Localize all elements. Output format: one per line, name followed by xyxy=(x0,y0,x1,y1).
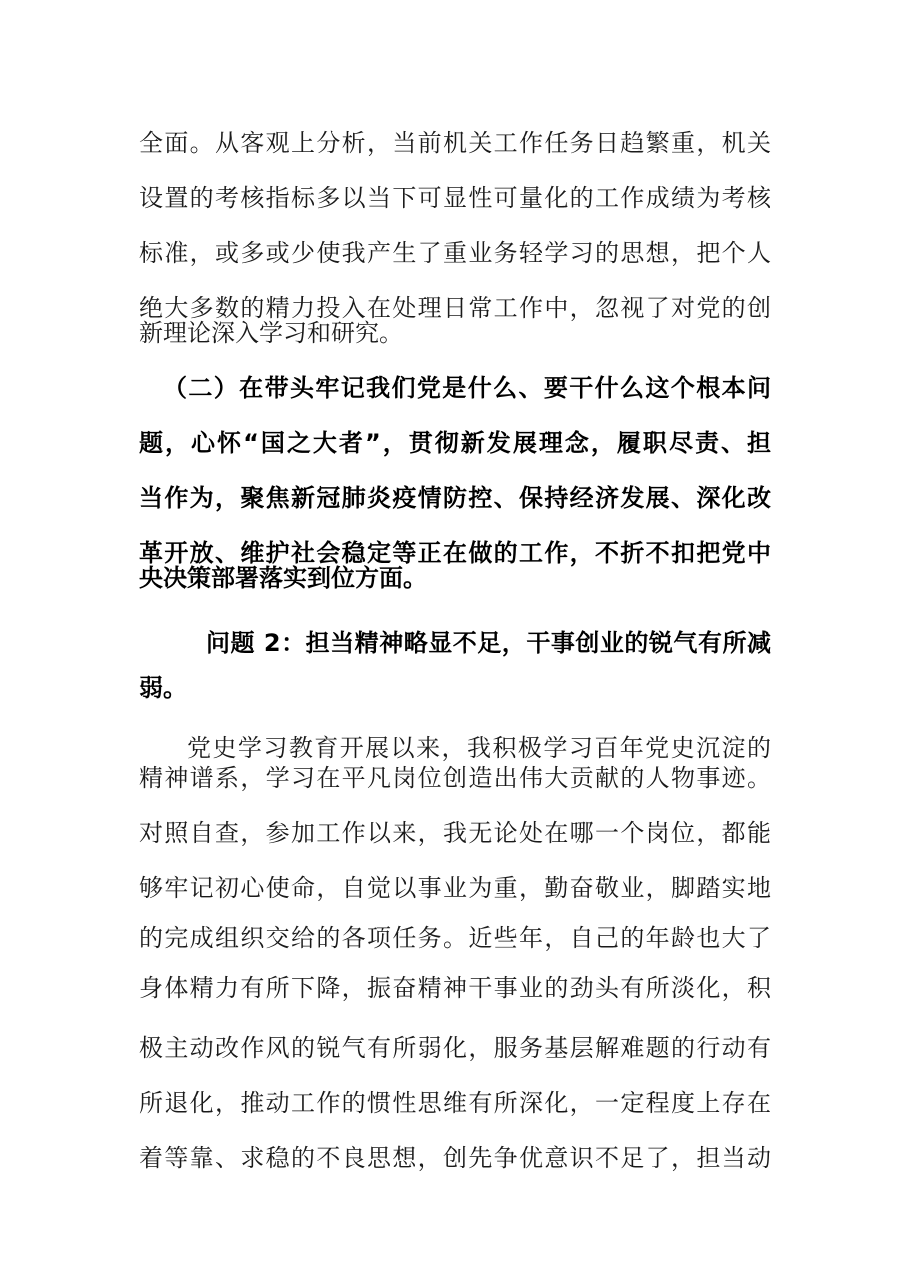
paragraph-line: 极主动改作风的锐气有所弱化，服务基层解难题的行动有 xyxy=(139,1034,771,1062)
paragraph-line: 够牢记初心使命，自觉以事业为重，勤奋敬业，脚踏实地 xyxy=(139,874,771,902)
paragraph-line: 所退化，推动工作的惯性思维有所深化，一定程度上存在 xyxy=(139,1089,771,1117)
section-heading-line: 革开放、维护社会稳定等正在做的工作，不折不扣把党中 xyxy=(139,539,771,567)
paragraph-line: 精神谱系，学习在平凡岗位创造出伟大贡献的人物事迹。 xyxy=(139,764,771,792)
problem-heading-line: 问题 2：担当精神略显不足，干事创业的锐气有所减 xyxy=(206,629,771,657)
section-heading-line: （二）在带头牢记我们党是什么、要干什么这个根本问 xyxy=(163,374,771,402)
section-heading-line: 央决策部署落实到位方面。 xyxy=(139,564,427,592)
section-heading-line: 当作为，聚焦新冠肺炎疫情防控、保持经济发展、深化改 xyxy=(139,484,771,512)
paragraph-line: 绝大多数的精力投入在处理日常工作中，忽视了对党的创 xyxy=(139,294,771,322)
paragraph-line: 对照自查，参加工作以来，我无论处在哪一个岗位，都能 xyxy=(139,819,771,847)
paragraph-line: 党史学习教育开展以来，我积极学习百年党史沉淀的 xyxy=(187,734,771,762)
paragraph-line: 着等靠、求稳的不良思想，创先争优意识不足了，担当动 xyxy=(139,1144,771,1172)
section-heading-line: 题，心怀“国之大者”，贯彻新发展理念，履职尽责、担 xyxy=(139,429,771,457)
paragraph-line: 身体精力有所下降，振奋精神干事业的劲头有所淡化，积 xyxy=(139,974,771,1002)
paragraph-line: 标准，或多或少使我产生了重业务轻学习的思想，把个人 xyxy=(139,239,771,267)
problem-heading-line: 弱。 xyxy=(139,674,187,702)
paragraph-line: 设置的考核指标多以当下可显性可量化的工作成绩为考核 xyxy=(139,184,771,212)
paragraph-line: 新理论深入学习和研究。 xyxy=(139,319,403,347)
paragraph-line: 全面。从客观上分析，当前机关工作任务日趋繁重，机关 xyxy=(139,129,771,157)
paragraph-line: 的完成组织交给的各项任务。近些年，自己的年龄也大了 xyxy=(139,924,771,952)
